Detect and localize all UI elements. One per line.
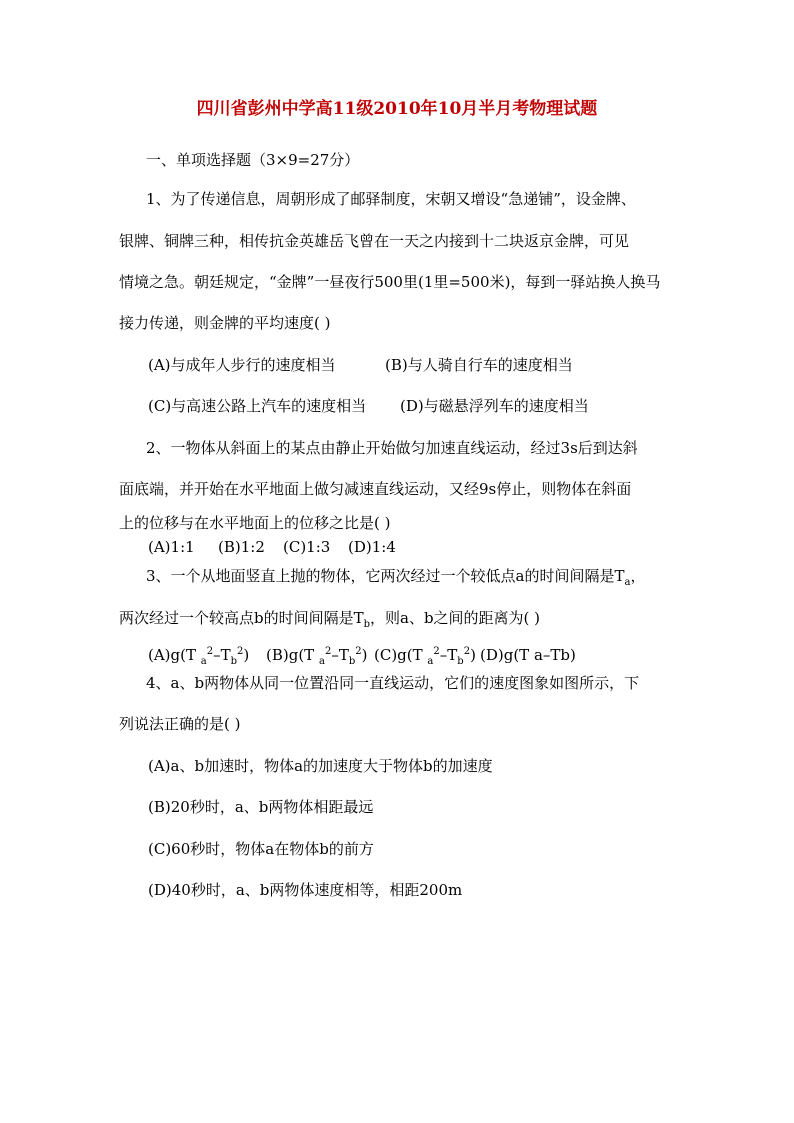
q4-line-2: 列说法正确的是( ) xyxy=(119,715,241,733)
q2-line-3: 上的位移与在水平地面上的位移之比是( ) xyxy=(119,514,391,532)
q1-line-2: 银牌、铜牌三种，相传抗金英雄岳飞曾在一天之内接到十二块返京金牌，可见 xyxy=(119,232,630,250)
q2-option-c: (C)1:3 xyxy=(283,538,331,556)
q1-option-b: (B)与人骑自行车的速度相当 xyxy=(385,356,573,374)
q3-line-1: 3、一个从地面竖直上抛的物体，它两次经过一个较低点a的时间间隔是$T_a$， xyxy=(146,567,646,588)
q3-option-a: (A)g(T $_a^2-T_b^2$) xyxy=(148,646,250,667)
q4-option-a: (A)a、b加速时，物体a的加速度大于物体b的加速度 xyxy=(148,757,493,775)
q1-option-c: (C)与高速公路上汽车的速度相当 xyxy=(148,397,367,415)
q4-option-b: (B)20秒时，a、b两物体相距最远 xyxy=(148,798,374,816)
q1-line-3: 情境之急。朝廷规定，“金牌”一昼夜行500里(1里=500米)，每到一驿站换人换马 xyxy=(119,273,661,291)
q1-line-4: 接力传递，则金牌的平均速度( ) xyxy=(119,314,331,332)
q4-option-d: (D)40秒时，a、b两物体速度相等，相距200m xyxy=(148,881,463,899)
section-heading: 一、单项选择题（3×9=27分） xyxy=(146,151,360,169)
page-title: 四川省彭州中学高11级2010年10月半月考物理试题 xyxy=(196,99,598,119)
q1-option-a: (A)与成年人步行的速度相当 xyxy=(148,356,336,374)
q2-option-d: (D)1:4 xyxy=(348,538,396,556)
q3-option-c: (C)g(T $_a^2-T_b^2$) xyxy=(374,646,476,667)
q4-option-c: (C)60秒时，物体a在物体b的前方 xyxy=(148,840,374,858)
q4-line-1: 4、a、b两物体从同一位置沿同一直线运动，它们的速度图象如图所示，下 xyxy=(146,674,640,692)
q2-option-a: (A)1:1 xyxy=(148,538,195,556)
q2-line-2: 面底端，并开始在水平地面上做匀减速直线运动，又经9s停止，则物体在斜面 xyxy=(119,480,632,498)
q3-option-d: (D)g(T a–Tb) xyxy=(480,646,576,664)
q3-line-2: 两次经过一个较高点b的时间间隔是$T_b$，则a、b之间的距离为( ) xyxy=(119,609,541,630)
q1-line-1: 1、为了传递信息，周朝形成了邮驿制度，宋朝又增设“急递铺”，设金牌、 xyxy=(146,190,636,208)
q3-option-b: (B)g(T $_a^2-T_b^2$) xyxy=(266,646,368,667)
q2-line-1: 2、一物体从斜面上的某点由静止开始做匀加速直线运动，经过3s后到达斜 xyxy=(146,439,638,457)
q2-option-b: (B)1:2 xyxy=(218,538,265,556)
q1-option-d: (D)与磁悬浮列车的速度相当 xyxy=(400,397,589,415)
